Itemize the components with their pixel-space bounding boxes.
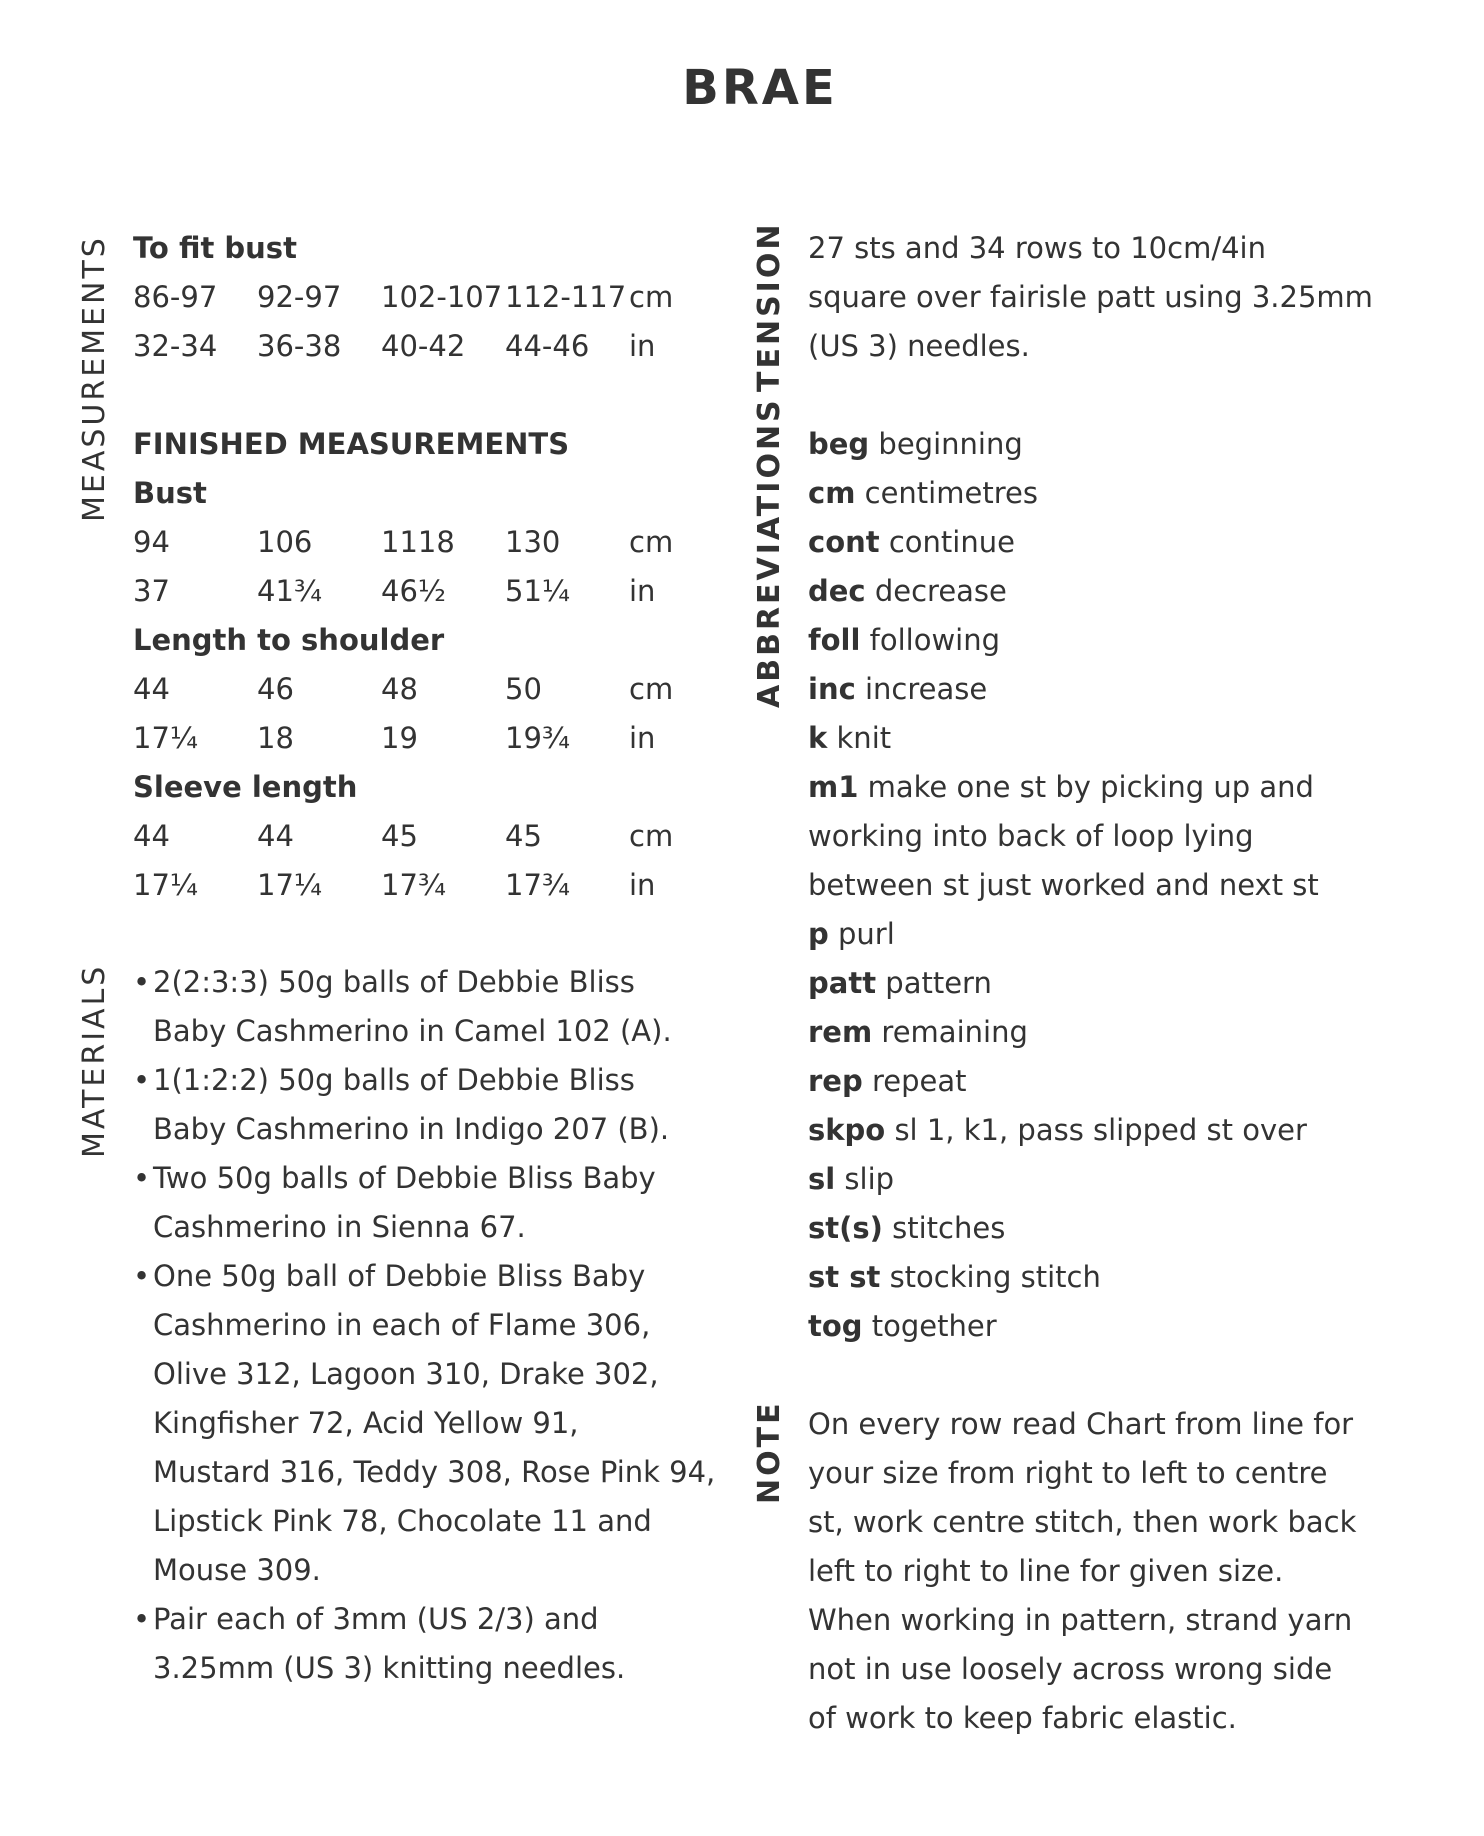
material-line: 2(2:3:3) 50g balls of Debbie Bliss [153, 965, 635, 999]
abbreviation-item [808, 424, 1023, 464]
abbreviation-meaning: repeat [871, 1064, 967, 1098]
measurement-value: 44-46 [505, 329, 590, 363]
measurement-value: 130 [505, 525, 561, 559]
measurements-section [133, 228, 723, 928]
material-line: 1(1:2:2) 50g balls of Debbie Bliss [153, 1063, 635, 1097]
bullet-icon: • [133, 965, 151, 999]
abbreviation-term: st(s) [808, 1211, 883, 1245]
abbreviation-term: tog [808, 1309, 863, 1343]
bullet-icon: • [133, 1063, 151, 1097]
abbreviation-meaning: following [869, 623, 1001, 657]
measurement-value: 1118 [381, 525, 455, 559]
abbreviation-item [808, 1257, 1101, 1297]
abbreviation-meaning: continue [888, 525, 1015, 559]
abbreviation-item [808, 571, 1007, 611]
measurement-value: 46½ [381, 574, 447, 608]
abbreviation-item [808, 1159, 894, 1199]
measurements-label: MEASUREMENTS [77, 235, 112, 522]
abbreviation-meaning: sl 1, k1, pass slipped st over [894, 1113, 1307, 1147]
measurement-value: 17¾ [505, 868, 571, 902]
measurement-value: 19 [381, 721, 418, 755]
abbreviation-term: cm [808, 476, 856, 510]
abbreviation-item [808, 1306, 997, 1346]
abbreviations-label: ABBREVIATIONS [752, 397, 787, 708]
note-line: not in use loosely across wrong side [808, 1652, 1333, 1686]
material-line: One 50g ball of Debbie Bliss Baby [153, 1259, 646, 1293]
measurement-value: 40-42 [381, 329, 466, 363]
measurement-value: 112-117 [505, 280, 627, 314]
note-line: your size from right to left to centre [808, 1456, 1328, 1490]
page-title: BRAE [682, 60, 838, 116]
abbreviation-meaning: slip [844, 1162, 895, 1196]
measurement-value: 102-107 [381, 280, 503, 314]
abbreviation-item [808, 620, 1000, 660]
abbreviation-term: sl [808, 1162, 836, 1196]
material-line: Lipstick Pink 78, Chocolate 11 and [153, 1504, 652, 1538]
note-line: st, work centre stitch, then work back [808, 1505, 1357, 1539]
abbreviation-term: inc [808, 672, 856, 706]
measurement-value: cm [629, 672, 674, 706]
tension-line: (US 3) needles. [808, 329, 1030, 363]
measurement-value: 92-97 [257, 280, 342, 314]
abbreviation-item [808, 963, 992, 1003]
abbreviation-meaning: purl [837, 917, 895, 951]
abbreviation-term: patt [808, 966, 877, 1000]
measurement-value: in [629, 721, 656, 755]
measurement-value: 19¾ [505, 721, 571, 755]
abbreviation-item [808, 1110, 1307, 1150]
abbreviation-meaning: pattern [885, 966, 992, 1000]
note-line: On every row read Chart from line for [808, 1407, 1354, 1441]
tension-label: TENSION [752, 221, 787, 392]
abbreviation-meaning: together [871, 1309, 997, 1343]
measurement-group-heading: Sleeve length [133, 770, 358, 804]
fit-bust-heading: To fit bust [133, 231, 297, 265]
abbreviation-item [808, 473, 1038, 513]
abbreviation-item [808, 1012, 1028, 1052]
material-line: Olive 312, Lagoon 310, Drake 302, [153, 1357, 659, 1391]
materials-label: MATERIALS [77, 963, 112, 1158]
measurement-value: 44 [257, 819, 294, 853]
abbreviation-term: beg [808, 427, 870, 461]
abbreviation-term: p [808, 917, 829, 951]
abbreviation-meaning: increase [865, 672, 988, 706]
material-line: Mustard 316, Teddy 308, Rose Pink 94, [153, 1455, 716, 1489]
measurement-value: 86-97 [133, 280, 218, 314]
note-label: NOTE [752, 1400, 787, 1504]
abbreviation-term: m1 [808, 770, 859, 804]
abbreviation-term: st st [808, 1260, 881, 1294]
measurement-value: 17¾ [381, 868, 447, 902]
measurement-value: 17¼ [133, 868, 199, 902]
abbreviation-item [808, 1061, 966, 1101]
bullet-icon: • [133, 1602, 151, 1636]
note-section [808, 1404, 1408, 1735]
note-line: of work to keep fabric elastic. [808, 1701, 1237, 1735]
measurement-value: 17¼ [257, 868, 323, 902]
measurement-value: 36-38 [257, 329, 342, 363]
measurement-group-heading: Bust [133, 476, 207, 510]
abbreviation-meaning: decrease [874, 574, 1007, 608]
abbreviation-item [808, 718, 891, 758]
measurement-value: 18 [257, 721, 294, 755]
abbreviation-term: k [808, 721, 828, 755]
measurement-value: 17¼ [133, 721, 199, 755]
abbreviation-item [808, 522, 1015, 562]
abbreviation-meaning: knit [836, 721, 892, 755]
measurement-group-heading: Length to shoulder [133, 623, 445, 657]
material-line: 3.25mm (US 3) knitting needles. [153, 1651, 626, 1685]
material-line: Cashmerino in Sienna 67. [153, 1210, 526, 1244]
material-line: Cashmerino in each of Flame 306, [153, 1308, 651, 1342]
tension-section [808, 228, 1408, 363]
abbreviation-continuation: between st just worked and next st [808, 868, 1319, 902]
abbreviation-term: foll [808, 623, 861, 657]
abbreviation-meaning: beginning [878, 427, 1023, 461]
measurement-value: 48 [381, 672, 418, 706]
measurement-value: 32-34 [133, 329, 218, 363]
abbreviation-term: skpo [808, 1113, 886, 1147]
abbreviation-meaning: stitches [892, 1211, 1006, 1245]
measurement-value: 46 [257, 672, 294, 706]
abbreviations-section [808, 424, 1408, 1344]
materials-section [133, 962, 733, 1702]
measurement-value: 51¼ [505, 574, 571, 608]
abbreviation-term: rem [808, 1015, 873, 1049]
material-line: Mouse 309. [153, 1553, 321, 1587]
measurement-value: 50 [505, 672, 542, 706]
tension-line: 27 sts and 34 rows to 10cm/4in [808, 231, 1266, 265]
abbreviation-term: cont [808, 525, 880, 559]
abbreviation-item [808, 914, 895, 954]
measurement-value: cm [629, 280, 674, 314]
measurement-value: 44 [133, 672, 170, 706]
measurement-value: cm [629, 525, 674, 559]
abbreviation-item [808, 767, 1314, 807]
abbreviation-meaning: centimetres [864, 476, 1038, 510]
abbreviation-item [808, 1208, 1005, 1248]
abbreviation-term: rep [808, 1064, 863, 1098]
material-line: Baby Cashmerino in Camel 102 (A). [153, 1014, 672, 1048]
note-line: left to right to line for given size. [808, 1554, 1284, 1588]
material-line: Pair each of 3mm (US 2/3) and [153, 1602, 599, 1636]
abbreviation-item [808, 669, 987, 709]
measurement-value: 94 [133, 525, 170, 559]
bullet-icon: • [133, 1259, 151, 1293]
material-line: Kingfisher 72, Acid Yellow 91, [153, 1406, 579, 1440]
tension-line: square over fairisle patt using 3.25mm [808, 280, 1373, 314]
measurement-value: 45 [505, 819, 542, 853]
measurement-value: in [629, 329, 656, 363]
abbreviation-meaning: remaining [881, 1015, 1028, 1049]
bullet-icon: • [133, 1161, 151, 1195]
abbreviation-meaning: stocking stitch [889, 1260, 1101, 1294]
measurement-value: in [629, 574, 656, 608]
measurement-value: 45 [381, 819, 418, 853]
material-line: Two 50g balls of Debbie Bliss Baby [153, 1161, 656, 1195]
finished-measurements-heading: FINISHED MEASUREMENTS [133, 427, 570, 461]
measurement-value: 41¾ [257, 574, 323, 608]
measurement-value: 37 [133, 574, 170, 608]
material-line: Baby Cashmerino in Indigo 207 (B). [153, 1112, 670, 1146]
abbreviation-continuation: working into back of loop lying [808, 819, 1254, 853]
measurement-value: in [629, 868, 656, 902]
note-line: When working in pattern, strand yarn [808, 1603, 1353, 1637]
abbreviation-term: dec [808, 574, 866, 608]
measurement-value: 44 [133, 819, 170, 853]
measurement-value: cm [629, 819, 674, 853]
abbreviation-meaning: make one st by picking up and [867, 770, 1314, 804]
measurement-value: 106 [257, 525, 313, 559]
